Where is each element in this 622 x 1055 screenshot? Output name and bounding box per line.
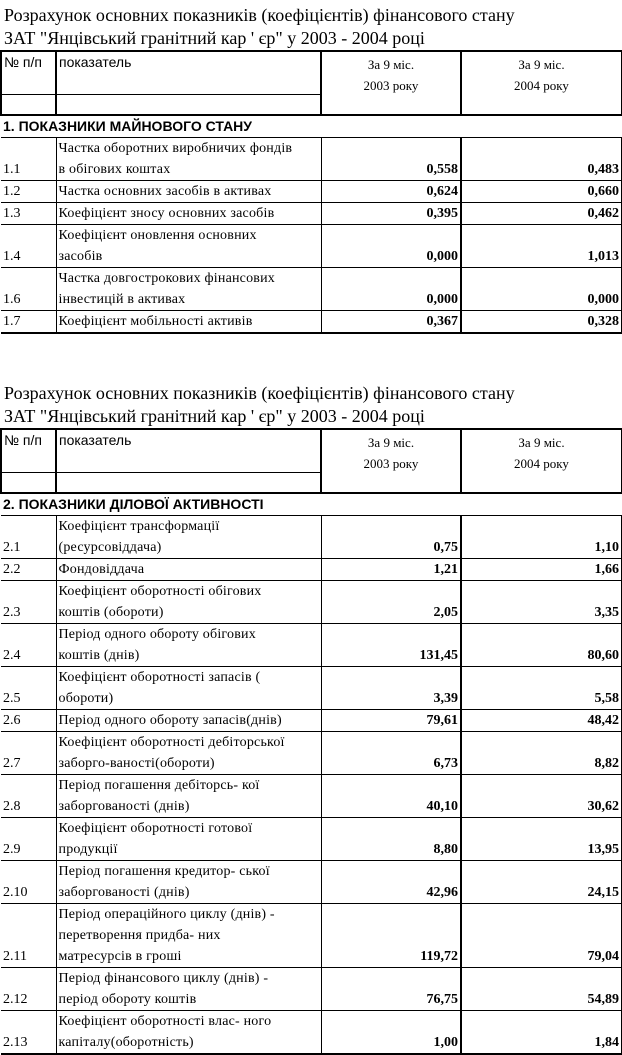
row-value-2004: 0,483 [461,138,622,181]
row-value-2003: 1,21 [321,559,461,581]
table-row [1,181,622,203]
row-number: 2.10 [1,861,56,904]
table-row [1,1011,622,1055]
row-value-2003: 0,000 [321,225,461,268]
table-row [1,861,622,904]
header-row [1,51,622,95]
row-indicator: Коефіцієнт оборотності обігових коштів (обороти) [56,581,321,624]
row-value-2004: 8,82 [461,732,622,775]
row-value-2004: 0,328 [461,311,622,334]
row-indicator: Коефіцієнт оборотності дебіторської заборго-ваності(обороти) [56,732,321,775]
table-row [1,311,622,334]
row-value-2004: 54,89 [461,968,622,1011]
row-indicator: Фондовіддача [56,559,321,581]
row-number: 1.4 [1,225,56,268]
row-value-2004: 1,10 [461,516,622,559]
table-row [1,968,622,1011]
row-value-2004: 24,15 [461,861,622,904]
row-number: 2.8 [1,775,56,818]
row-value-2003: 0,75 [321,516,461,559]
row-number: 2.5 [1,667,56,710]
row-value-2004: 79,04 [461,904,622,968]
row-value-2004: 80,60 [461,624,622,667]
row-number: 1.6 [1,268,56,311]
table-row [1,268,622,311]
header-2003: За 9 міс. 2003 року [321,51,461,115]
section-title: 1. ПОКАЗНИКИ МАЙНОВОГО СТАНУ [3,118,252,134]
header-2003: За 9 міс. 2003 року [321,429,461,493]
row-indicator: Період одного обороту обігових коштів (днів) [56,624,321,667]
row-indicator: Коефіцієнт оборотності запасів ( обороти) [56,667,321,710]
row-value-2003: 0,624 [321,181,461,203]
row-value-2003: 42,96 [321,861,461,904]
row-indicator: Коефіцієнт мобільності активів [56,311,321,334]
row-value-2004: 0,660 [461,181,622,203]
row-number: 1.7 [1,311,56,334]
row-value-2004: 0,462 [461,203,622,225]
row-value-2004: 48,42 [461,710,622,732]
header-indicator: показатель [56,51,321,95]
row-number: 2.11 [1,904,56,968]
indicators-table [0,428,622,1055]
report-title: Розрахунок основних показників (коефіцієнтів) фінансового стану [4,5,515,25]
table-row [1,624,622,667]
row-number: 2.4 [1,624,56,667]
header-blank [56,473,321,494]
header-indicator: показатель [56,429,321,473]
row-number: 2.7 [1,732,56,775]
table-row [1,818,622,861]
table-row [1,732,622,775]
row-indicator: Коефіцієнт оборотності влас- ного капіталу(оборотність) [56,1011,321,1055]
row-indicator: Коефіцієнт зносу основних засобів [56,203,321,225]
header-num: № п/п [1,51,56,95]
row-number: 1.2 [1,181,56,203]
section-row [1,115,622,138]
table-row [1,225,622,268]
row-indicator: Коефіцієнт оновлення основних засобів [56,225,321,268]
row-value-2004: 13,95 [461,818,622,861]
table-row [1,516,622,559]
row-value-2004: 0,000 [461,268,622,311]
report-title: Розрахунок основних показників (коефіцієнтів) фінансового стану [4,383,515,403]
table-row [1,559,622,581]
section-row [1,493,622,516]
table-row [1,667,622,710]
indicators-table [0,50,622,334]
report-subtitle: ЗАТ "Янцівський гранітний кар ' єр" у 2003 - 2004 році [4,28,425,48]
table-row [1,775,622,818]
header-blank [56,95,321,116]
header-2004: За 9 міс. 2004 року [461,51,622,115]
header-2004: За 9 міс. 2004 року [461,429,622,493]
table-row [1,581,622,624]
row-number: 2.3 [1,581,56,624]
table-row [1,710,622,732]
row-number: 2.13 [1,1011,56,1055]
row-number: 2.9 [1,818,56,861]
table-row [1,203,622,225]
row-indicator: Коефіцієнт трансформації (ресурсовіддача) [56,516,321,559]
row-indicator: Коефіцієнт оборотності готової продукції [56,818,321,861]
row-value-2003: 79,61 [321,710,461,732]
row-number: 2.12 [1,968,56,1011]
row-indicator: Частка основних засобів в активах [56,181,321,203]
row-indicator: Період фінансового циклу (днів) - період обороту коштів [56,968,321,1011]
report-subtitle: ЗАТ "Янцівський гранітний кар ' єр" у 2003 - 2004 році [4,406,425,426]
row-indicator: Період погашення кредитор- ської заборгованості (днів) [56,861,321,904]
header-blank [1,473,56,494]
row-value-2003: 0,558 [321,138,461,181]
row-value-2003: 1,00 [321,1011,461,1055]
row-number: 2.2 [1,559,56,581]
row-indicator: Період операційного циклу (днів) - перетворення придба- них матресурсів в гроші [56,904,321,968]
row-value-2003: 0,000 [321,268,461,311]
header-blank [1,95,56,116]
row-number: 1.1 [1,138,56,181]
row-value-2003: 6,73 [321,732,461,775]
row-value-2004: 5,58 [461,667,622,710]
header-row [1,429,622,473]
row-value-2004: 1,66 [461,559,622,581]
row-value-2004: 1,84 [461,1011,622,1055]
row-value-2003: 0,395 [321,203,461,225]
table-row [1,138,622,181]
row-indicator: Частка довгострокових фінансових інвестицій в активах [56,268,321,311]
row-indicator: Період одного обороту запасів(днів) [56,710,321,732]
row-value-2003: 2,05 [321,581,461,624]
row-indicator: Частка оборотних виробничих фондів в обігових коштах [56,138,321,181]
row-value-2003: 0,367 [321,311,461,334]
row-number: 2.1 [1,516,56,559]
row-number: 1.3 [1,203,56,225]
table-block-business-activity [0,382,622,1055]
section-title: 2. ПОКАЗНИКИ ДІЛОВОЇ АКТИВНОСТІ [3,496,264,512]
row-value-2003: 76,75 [321,968,461,1011]
row-value-2003: 131,45 [321,624,461,667]
row-value-2004: 1,013 [461,225,622,268]
row-value-2003: 40,10 [321,775,461,818]
row-value-2004: 30,62 [461,775,622,818]
row-number: 2.6 [1,710,56,732]
table-block-property [0,4,622,334]
row-indicator: Період погашення дебіторсь- кої заборгованості (днів) [56,775,321,818]
row-value-2003: 3,39 [321,667,461,710]
table-row [1,904,622,968]
row-value-2003: 119,72 [321,904,461,968]
header-num: № п/п [1,429,56,473]
row-value-2003: 8,80 [321,818,461,861]
row-value-2004: 3,35 [461,581,622,624]
